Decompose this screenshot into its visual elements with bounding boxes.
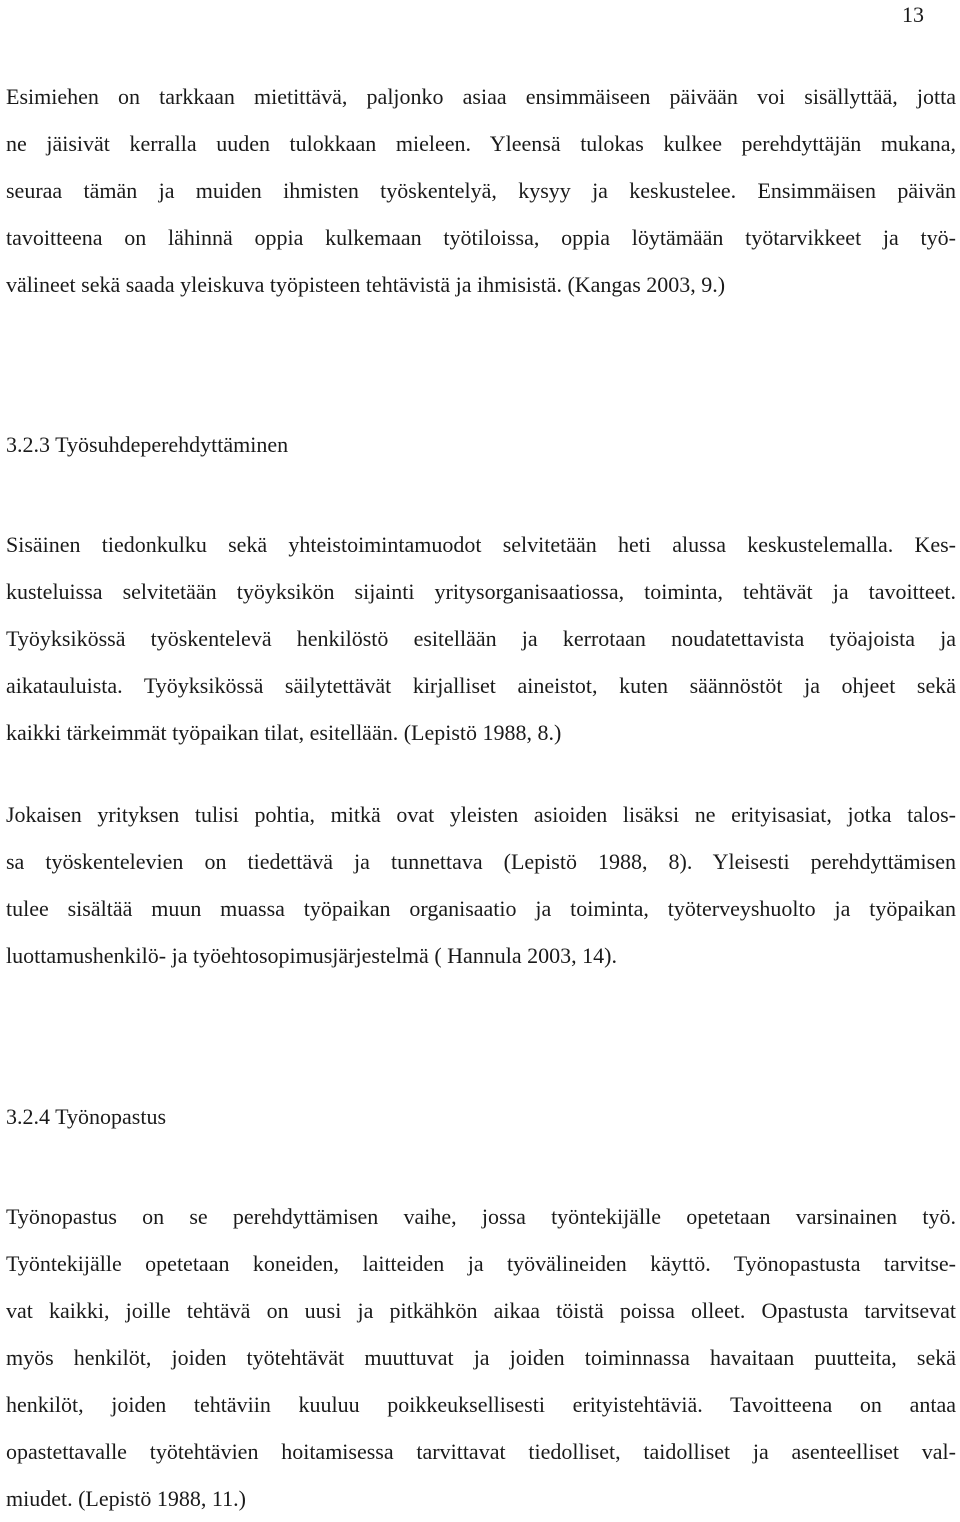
text-line: Työnopastus on se perehdyttämisen vaihe, jossa työntekijälle opetetaan varsinainen työ. bbox=[6, 1204, 956, 1229]
page-number: 13 bbox=[902, 2, 924, 27]
text-line: kusteluissa selvitetään työyksikön sijainti yritysorganisaatiossa, toiminta, tehtävät ja tavoitteet. bbox=[6, 579, 956, 604]
section-heading-3-2-4: 3.2.4 Työnopastus bbox=[6, 1104, 167, 1129]
text-line: ne jäisivät kerralla uuden tulokkaan mieleen. Yleensä tulokas kulkee perehdyttäjän mukana, bbox=[6, 131, 956, 156]
paragraph-yritys bbox=[6, 791, 956, 979]
text-line: opastettavalle työtehtävien hoitamisessa tarvittavat tiedolliset, taidolliset ja asenteelliset val- bbox=[6, 1439, 956, 1464]
text-line: Jokaisen yrityksen tulisi pohtia, mitkä ovat yleisten asioiden lisäksi ne erityisasiat, jotka talos- bbox=[6, 802, 956, 827]
paragraph-tyosuhde bbox=[6, 521, 956, 756]
text-line: Esimiehen on tarkkaan mietittävä, paljonko asiaa ensimmäiseen päivään voi sisällyttää, jotta bbox=[6, 84, 956, 109]
text-line: henkilöt, joiden tehtäviin kuuluu poikkeuksellisesti erityistehtäviä. Tavoitteena on antaa bbox=[6, 1392, 956, 1417]
text-line: Sisäinen tiedonkulku sekä yhteistoimintamuodot selvitetään heti alussa keskustelemalla. Kes- bbox=[6, 532, 956, 557]
paragraph-tyonopastus bbox=[6, 1193, 956, 1522]
text-line: vat kaikki, joille tehtävä on uusi ja pitkähkön aikaa töistä poissa olleet. Opastusta tarvitsevat bbox=[6, 1298, 956, 1323]
text-line: tavoitteena on lähinnä oppia kulkemaan työtiloissa, oppia löytämään työtarvikkeet ja työ- bbox=[6, 225, 956, 250]
text-line: aikatauluista. Työyksikössä säilytettävät kirjalliset aineistot, kuten säännöstöt ja ohjeet sekä bbox=[6, 673, 956, 698]
text-line: miudet. (Lepistö 1988, 11.) bbox=[6, 1486, 246, 1511]
text-line: myös henkilöt, joiden työtehtävät muuttuvat ja joiden toiminnassa havaitaan puutteita, sekä bbox=[6, 1345, 956, 1370]
text-line: Työntekijälle opetetaan koneiden, laitteiden ja työvälineiden käyttö. Työnopastusta tarvitse- bbox=[6, 1251, 956, 1276]
text-line: kaikki tärkeimmät työpaikan tilat, esitellään. (Lepistö 1988, 8.) bbox=[6, 720, 562, 745]
text-line: Työyksikössä työskentelevä henkilöstö esitellään ja kerrotaan noudatettavista työajoista ja bbox=[6, 626, 956, 651]
text-line: välineet sekä saada yleiskuva työpisteen tehtävistä ja ihmisistä. (Kangas 2003, 9.) bbox=[6, 272, 726, 297]
paragraph-intro bbox=[6, 73, 956, 308]
text-line: tulee sisältää muun muassa työpaikan organisaatio ja toiminta, työterveyshuolto ja työpaikan bbox=[6, 896, 956, 921]
section-heading-3-2-3: 3.2.3 Työsuhdeperehdyttäminen bbox=[6, 432, 289, 457]
text-line: sa työskentelevien on tiedettävä ja tunnettava (Lepistö 1988, 8). Yleisesti perehdyttämisen bbox=[6, 849, 956, 874]
text-line: seuraa tämän ja muiden ihmisten työskentelyä, kysyy ja keskustelee. Ensimmäisen päivän bbox=[6, 178, 956, 203]
text-line: luottamushenkilö- ja työehtosopimusjärjestelmä ( Hannula 2003, 14). bbox=[6, 943, 617, 968]
